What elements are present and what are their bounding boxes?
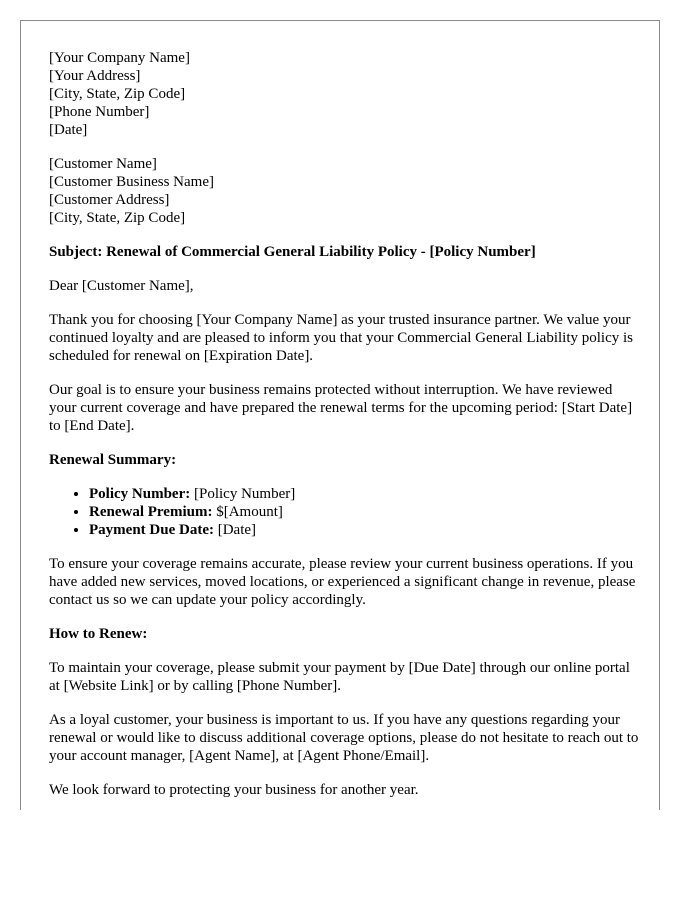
renewal-summary-heading: Renewal Summary:	[49, 452, 177, 468]
goal-paragraph: Our goal is to ensure your business remains protected without interruption. We have reviewed your current coverage and have prepared the renewal terms for the upcoming period: [Start Date] to [End Date].	[49, 382, 633, 434]
loyal-customer-paragraph: As a loyal customer, your business is important to us. If you have any questions regarding your renewal or would like to discuss additional coverage options, please do not hesitate to reach out to your account manager, [Agent Name], at [Agent Phone/Email].	[49, 712, 639, 764]
recipient-address: [Customer Address]	[49, 192, 170, 208]
recipient-city-state-zip: [City, State, Zip Code]	[49, 210, 186, 226]
letter-date: [Date]	[49, 122, 88, 138]
summary-value: [Date]	[213, 522, 257, 538]
review-paragraph: To ensure your coverage remains accurate, please review your current business operations. If you have added new services, moved locations, or experienced a significant change in revenue, please contact us so we can update your policy accordingly.	[49, 556, 636, 608]
summary-value: $[Amount]	[212, 504, 283, 520]
intro-paragraph: Thank you for choosing [Your Company Name] as your trusted insurance partner. We value your continued loyalty and are pleased to inform you that your Commercial General Liability policy is scheduled for renewal on [Expiration Date].	[49, 312, 634, 364]
summary-value: [Policy Number]	[190, 486, 296, 502]
closing-paragraph: We look forward to protecting your business for another year.	[49, 782, 419, 798]
summary-label: Payment Due Date:	[89, 522, 214, 538]
letter-page	[20, 20, 660, 810]
subject-line: Subject: Renewal of Commercial General Liability Policy - [Policy Number]	[49, 244, 536, 260]
summary-label: Renewal Premium:	[89, 504, 213, 520]
recipient-block	[49, 155, 639, 227]
recipient-name: [Customer Name]	[49, 156, 157, 172]
sender-block	[49, 49, 639, 139]
summary-item-policy-number	[89, 485, 639, 503]
sender-city-state-zip: [City, State, Zip Code]	[49, 86, 186, 102]
salutation: Dear [Customer Name],	[49, 278, 194, 294]
renewal-summary-list	[49, 485, 639, 539]
summary-item-renewal-premium	[89, 503, 639, 521]
summary-item-payment-due-date	[89, 521, 639, 539]
sender-phone: [Phone Number]	[49, 104, 150, 120]
sender-company-name: [Your Company Name]	[49, 50, 190, 66]
sender-address: [Your Address]	[49, 68, 141, 84]
renew-paragraph: To maintain your coverage, please submit your payment by [Due Date] through our online portal at [Website Link] or by calling [Phone Number].	[49, 660, 630, 694]
letter-content	[49, 49, 639, 810]
how-to-renew-heading: How to Renew:	[49, 626, 148, 642]
summary-label: Policy Number:	[89, 486, 191, 502]
recipient-business-name: [Customer Business Name]	[49, 174, 214, 190]
